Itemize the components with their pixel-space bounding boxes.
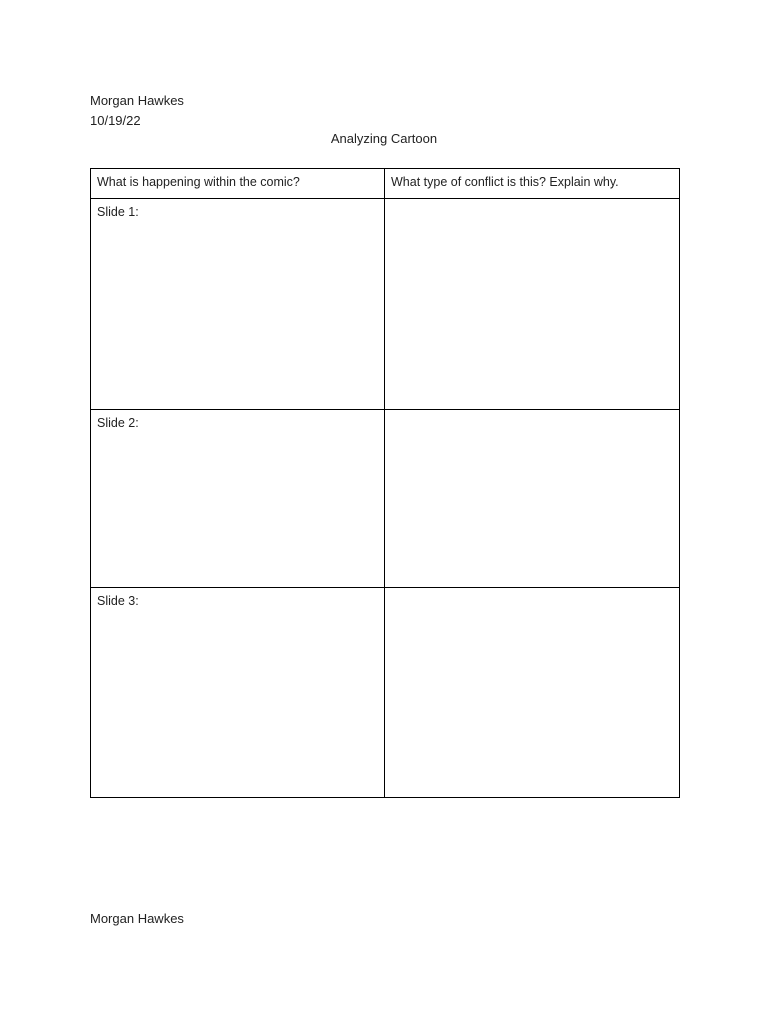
- slide-2-label-cell: Slide 2:: [91, 410, 385, 588]
- column-header-happening: What is happening within the comic?: [91, 169, 385, 199]
- table-row: [91, 199, 680, 410]
- table-row: [91, 410, 680, 588]
- slide-2-response-cell: [385, 410, 680, 588]
- column-header-conflict: What type of conflict is this? Explain why.: [385, 169, 680, 199]
- slide-1-label-cell: Slide 1:: [91, 199, 385, 410]
- document-title: Analyzing Cartoon: [330, 131, 438, 146]
- table-row: [91, 588, 680, 798]
- slide-3-label-cell: Slide 3:: [91, 588, 385, 798]
- footer-author-name: Morgan Hawkes: [90, 911, 184, 926]
- worksheet-table: [90, 168, 680, 798]
- slide-1-response-cell: [385, 199, 680, 410]
- document-date: 10/19/22: [90, 113, 141, 128]
- author-name: Morgan Hawkes: [90, 93, 184, 108]
- slide-3-response-cell: [385, 588, 680, 798]
- table-header-row: [91, 169, 680, 199]
